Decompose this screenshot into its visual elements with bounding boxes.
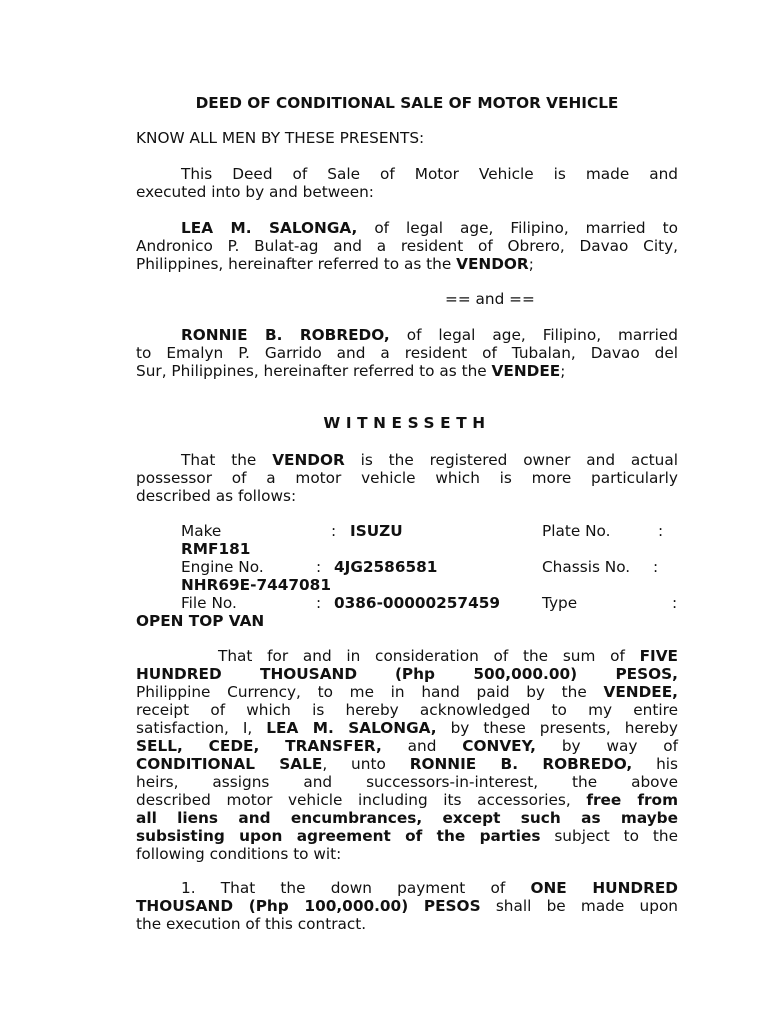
consideration-l2-a: HUNDRED THOUSAND: [136, 665, 358, 683]
consideration-l11-b: subject to the: [540, 827, 678, 845]
vendee-line-2: to Emalyn P. Garrido and a resident of Tubalan, Davao del: [136, 344, 678, 362]
consideration-l7-b: , unto: [322, 755, 410, 773]
consideration-line-3: [136, 683, 678, 701]
owner-line-1: [136, 451, 678, 469]
vendee-paragraph: [136, 326, 678, 380]
owner-paragraph: [136, 451, 678, 505]
vendee-line-1-rest: of legal age, Filipino, married: [389, 326, 678, 344]
type-label: Type: [542, 594, 578, 612]
consideration-l6-h: of: [663, 737, 679, 755]
intro-line-2: executed into by and between:: [136, 183, 374, 201]
type-value: OPEN TOP VAN: [136, 612, 265, 630]
chassis-value: NHR69E-7447081: [181, 576, 331, 594]
chassis-label: Chassis No.: [542, 558, 631, 576]
engine-colon: :: [316, 558, 322, 576]
and-separator: == and ==: [445, 290, 535, 308]
consideration-l6-d: and: [407, 737, 437, 755]
condition-1-l2-b: shall be made upon: [480, 897, 679, 915]
intro-line-1: This Deed of Sale of Motor Vehicle is made and: [181, 165, 678, 183]
owner-role: VENDOR: [272, 451, 345, 469]
consideration-line-9: [136, 791, 678, 809]
consideration-l6-c: TRANSFER,: [285, 737, 382, 755]
consideration-l2-b: (Php 500,000.00) PESOS,: [394, 665, 678, 683]
condition-1-paragraph: [136, 879, 678, 933]
vendor-line-1: [136, 219, 678, 237]
vendor-name: LEA M. SALONGA,: [181, 219, 358, 237]
consideration-line-8: heirs, assigns and successors-in-interest, the above: [136, 773, 678, 791]
consideration-l6-g: way: [606, 737, 638, 755]
consideration-l9-a: described motor vehicle including its accessories,: [136, 791, 587, 809]
condition-1-line-3: the execution of this contract.: [136, 915, 367, 933]
condition-1-l1-b: ONE HUNDRED: [530, 879, 678, 897]
consideration-l7-d: his: [632, 755, 678, 773]
spec-row-type-value: [136, 612, 678, 630]
owner-line-3: described as follows:: [136, 487, 297, 505]
consideration-line-6: [136, 737, 678, 755]
vendee-name: RONNIE B. ROBREDO,: [181, 326, 390, 344]
condition-1-line-2: [136, 897, 678, 915]
consideration-l5-b: LEA M. SALONGA,: [266, 719, 437, 737]
spec-row-engine: [136, 558, 678, 576]
file-value: 0386-00000257459: [334, 594, 501, 612]
witnesseth-heading: WITNESSETH: [323, 414, 491, 432]
make-value: ISUZU: [350, 522, 403, 540]
consideration-l5-a: satisfaction, I,: [136, 719, 267, 737]
chassis-colon: :: [653, 558, 659, 576]
consideration-l6-e: CONVEY,: [462, 737, 536, 755]
consideration-l3-b: VENDEE,: [603, 683, 678, 701]
owner-line-1-a: That the: [181, 451, 273, 469]
vendor-role: VENDOR: [456, 255, 529, 273]
intro-paragraph: [136, 165, 678, 201]
opening-clause: KNOW ALL MEN BY THESE PRESENTS:: [136, 129, 425, 147]
vendee-line-1: [136, 326, 678, 344]
consideration-l7-c: RONNIE B. ROBREDO,: [409, 755, 633, 773]
condition-1-l1-a: 1. That the down payment of: [181, 879, 531, 897]
vendor-line-3: [136, 255, 678, 273]
plate-colon: :: [658, 522, 664, 540]
consideration-line-4: receipt of which is hereby acknowledged to my entire: [136, 701, 678, 719]
spec-row-file: [136, 594, 678, 612]
owner-line-2: possessor of a motor vehicle which is more particularly: [136, 469, 678, 487]
vendee-role: VENDEE: [491, 362, 561, 380]
document-title: DEED OF CONDITIONAL SALE OF MOTOR VEHICLE: [195, 94, 619, 112]
vendor-line-2: Andronico P. Bulat-ag and a resident of Obrero, Davao City,: [136, 237, 678, 255]
vendee-line-3-end: ;: [560, 362, 566, 380]
vendor-line-3-end: ;: [528, 255, 534, 273]
consideration-l1-b: FIVE: [639, 647, 678, 665]
spec-row-make: [136, 522, 678, 540]
vendor-paragraph: [136, 219, 678, 273]
consideration-l6-a: SELL,: [136, 737, 183, 755]
consideration-line-12: following conditions to wit:: [136, 845, 342, 863]
consideration-line-7: [136, 755, 678, 773]
engine-label: Engine No.: [181, 558, 264, 576]
vendor-line-1-rest: of legal age, Filipino, married to: [357, 219, 678, 237]
file-colon: :: [316, 594, 322, 612]
consideration-l9-b: free from: [586, 791, 679, 809]
plate-value: RMF181: [181, 540, 251, 558]
condition-1-l2-a: THOUSAND (Php 100,000.00) PESOS: [136, 897, 481, 915]
vendee-line-3: [136, 362, 678, 380]
consideration-line-5: [136, 719, 678, 737]
file-label: File No.: [181, 594, 237, 612]
consideration-l7-a: CONDITIONAL SALE: [136, 755, 323, 773]
consideration-paragraph: [136, 647, 678, 863]
consideration-l6-b: CEDE,: [208, 737, 260, 755]
consideration-l6-f: by: [561, 737, 581, 755]
consideration-l5-c: by these presents, hereby: [436, 719, 678, 737]
consideration-l11-a: subsisting upon agreement of the parties: [136, 827, 541, 845]
consideration-line-2: [136, 665, 678, 683]
plate-label: Plate No.: [542, 522, 611, 540]
consideration-line-11: [136, 827, 678, 845]
make-label: Make: [181, 522, 222, 540]
type-colon: :: [672, 594, 678, 612]
consideration-line-1: [136, 647, 678, 665]
vendee-line-3-text: Sur, Philippines, hereinafter referred to as the: [136, 362, 492, 380]
owner-line-1-c: is the registered owner and actual: [344, 451, 678, 469]
engine-value: 4JG2586581: [334, 558, 438, 576]
spec-row-chassis-value: [136, 576, 678, 594]
consideration-l1-a: That for and in consideration of the sum of: [218, 647, 640, 665]
make-colon: :: [331, 522, 337, 540]
consideration-l3-a: Philippine Currency, to me in hand paid by the: [136, 683, 604, 701]
condition-1-line-1: [136, 879, 678, 897]
vendor-line-3-text: Philippines, hereinafter referred to as the: [136, 255, 457, 273]
spec-row-plate-value: [136, 540, 678, 558]
consideration-line-10: all liens and encumbrances, except such as maybe: [136, 809, 678, 827]
